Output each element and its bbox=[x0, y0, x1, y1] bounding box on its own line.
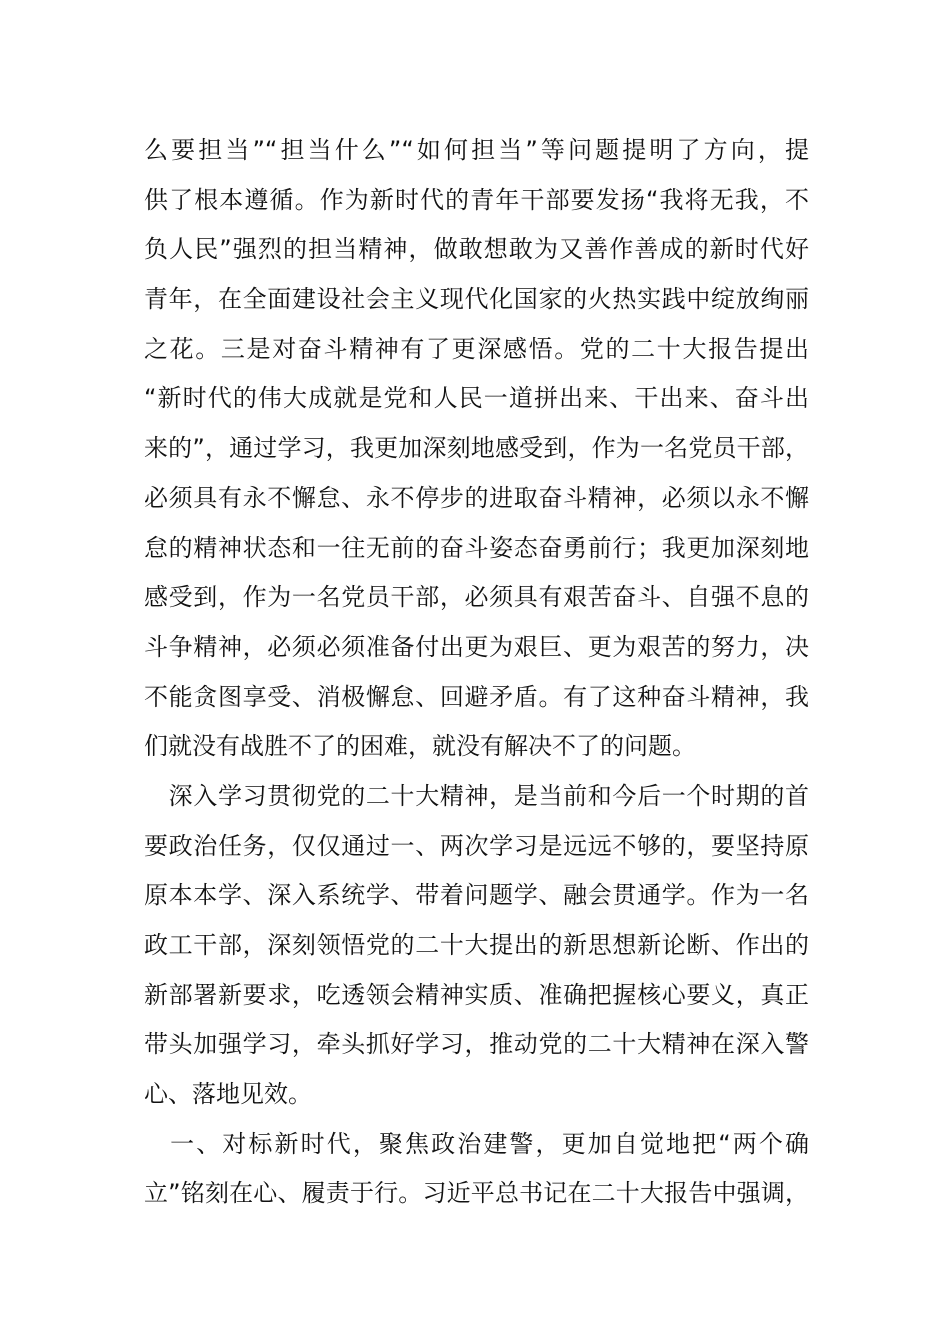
text-line: 政工干部，深刻领悟党的二十大提出的新思想新论断、作出的 bbox=[144, 931, 809, 959]
text-line: 么要担当”“担当什么”“如何担当”等问题提明了方向，提 bbox=[144, 136, 809, 164]
document-body bbox=[144, 126, 809, 1219]
text-line: 斗争精神，必须必须准备付出更为艰巨、更为艰苦的努力，决 bbox=[144, 632, 809, 661]
text-line: 深入学习贯彻党的二十大精神，是当前和今后一个时期的首 bbox=[144, 781, 809, 810]
text-line: 供了根本遵循。作为新时代的青年干部要发扬“我将无我，不 bbox=[144, 185, 809, 214]
text-line: “新时代的伟大成就是党和人民一道拼出来、干出来、奋斗出 bbox=[144, 384, 809, 413]
text-line: 怠的精神状态和一往无前的奋斗姿态奋勇前行；我更加深刻地 bbox=[144, 533, 809, 562]
text-line: 要政治任务，仅仅通过一、两次学习是远远不够的，要坚持原 bbox=[144, 831, 809, 860]
text-line: 一、对标新时代，聚焦政治建警，更加自觉地把“两个确 bbox=[144, 1129, 809, 1158]
text-line: 原本本学、深入系统学、带着问题学、融会贯通学。作为一名 bbox=[144, 881, 809, 910]
text-line: 们就没有战胜不了的困难，就没有解决不了的问题。 bbox=[144, 732, 696, 761]
text-line: 不能贪图享受、消极懈怠、回避矛盾。有了这种奋斗精神，我 bbox=[144, 682, 809, 711]
text-line: 感受到，作为一名党员干部，必须具有艰苦奋斗、自强不息的 bbox=[144, 583, 809, 612]
text-line: 之花。三是对奋斗精神有了更深感悟。党的二十大报告提出 bbox=[144, 334, 809, 363]
text-line: 来的”，通过学习，我更加深刻地感受到，作为一名党员干部， bbox=[144, 434, 809, 463]
text-line: 青年，在全面建设社会主义现代化国家的火热实践中绽放绚丽 bbox=[144, 285, 809, 314]
text-line: 带头加强学习，牵头抓好学习，推动党的二十大精神在深入警 bbox=[144, 1030, 809, 1059]
text-line: 心、落地见效。 bbox=[144, 1080, 312, 1109]
text-line: 必须具有永不懈怠、永不停步的进取奋斗精神，必须以永不懈 bbox=[144, 483, 809, 512]
text-line: 负人民”强烈的担当精神，做敢想敢为又善作善成的新时代好 bbox=[144, 235, 809, 264]
text-line: 立”铭刻在心、履责于行。习近平总书记在二十大报告中强调， bbox=[144, 1179, 809, 1208]
text-line: 新部署新要求，吃透领会精神实质、准确把握核心要义，真正 bbox=[144, 980, 809, 1009]
